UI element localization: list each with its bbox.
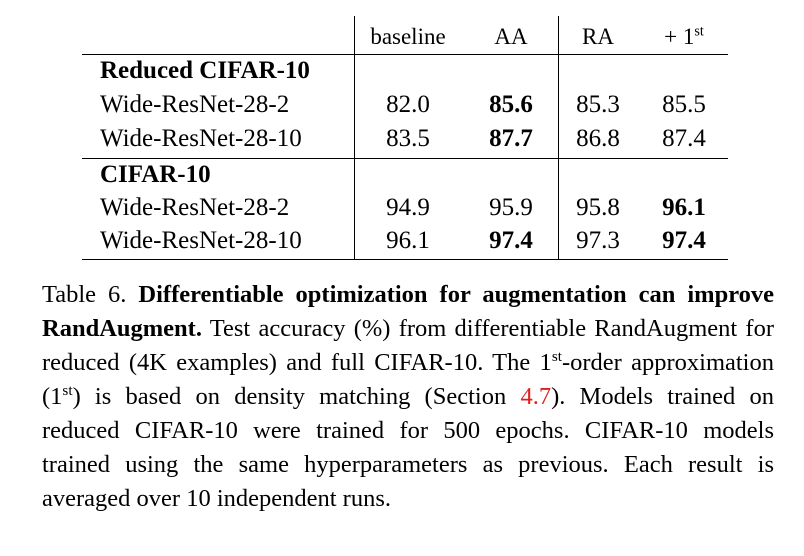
caption-sup-2: st (62, 381, 73, 399)
row-model-name: Wide-ResNet-28-2 (100, 194, 290, 221)
row-model-name: Wide-ResNet-28-10 (100, 227, 302, 254)
row-model-name: Wide-ResNet-28-10 (100, 125, 302, 152)
col-header-aa: AA (494, 24, 528, 49)
cell-aa: 87.7 (489, 125, 533, 152)
cell-ra: 86.8 (576, 125, 620, 152)
caption-text-2: -order approximation (1 (42, 349, 774, 410)
cell-aa: 97.4 (489, 227, 533, 254)
section-title-cifar10: CIFAR-10 (100, 161, 211, 188)
caption-title: Differentiable optimization for augmentation can improve RandAugment. (42, 281, 774, 342)
cell-ra: 95.8 (576, 194, 620, 221)
section-title-reduced-cifar10: Reduced CIFAR-10 (100, 57, 310, 84)
table-col-divider-1 (354, 16, 355, 260)
cell-first-order: 96.1 (662, 194, 706, 221)
col-header-first-order (644, 20, 724, 54)
col-header-first-order-text: + 1 (664, 24, 695, 49)
cell-baseline: 83.5 (386, 125, 430, 152)
cell-baseline: 94.9 (386, 194, 430, 221)
col-header-first-order-sup: st (694, 23, 704, 40)
cell-aa: 85.6 (489, 91, 533, 118)
row-model-name: Wide-ResNet-28-2 (100, 91, 290, 118)
caption-text-3: ) is based on density matching (Section (72, 383, 507, 410)
cell-first-order: 97.4 (662, 227, 706, 254)
table-bottom-rule (82, 259, 728, 260)
cell-first-order: 85.5 (662, 91, 706, 118)
caption-text-1: Test accuracy (%) from differentiable RandAugment for reduced (4K examples) and full CIFAR-10. The 1 (42, 315, 774, 376)
cell-ra: 97.3 (576, 227, 620, 254)
table-caption (42, 278, 774, 516)
cell-baseline: 82.0 (386, 91, 430, 118)
caption-label: Table 6. (42, 281, 127, 308)
cell-first-order: 87.4 (662, 125, 706, 152)
table-col-divider-2 (558, 16, 559, 260)
section-reference-link[interactable]: 4.7 (520, 383, 552, 410)
cell-aa: 95.9 (489, 194, 533, 221)
cell-ra: 85.3 (576, 91, 620, 118)
col-header-ra: RA (582, 24, 614, 49)
cell-baseline: 96.1 (386, 227, 430, 254)
caption-text-4: ). Models trained on reduced CIFAR-10 were trained for 500 epochs. CIFAR-10 models trained using the same hyperparameters as previous. Each result is averaged over 10 independent runs. (42, 383, 775, 512)
col-header-baseline: baseline (370, 24, 446, 49)
caption-sup-1: st (551, 347, 562, 365)
results-table (82, 16, 728, 260)
